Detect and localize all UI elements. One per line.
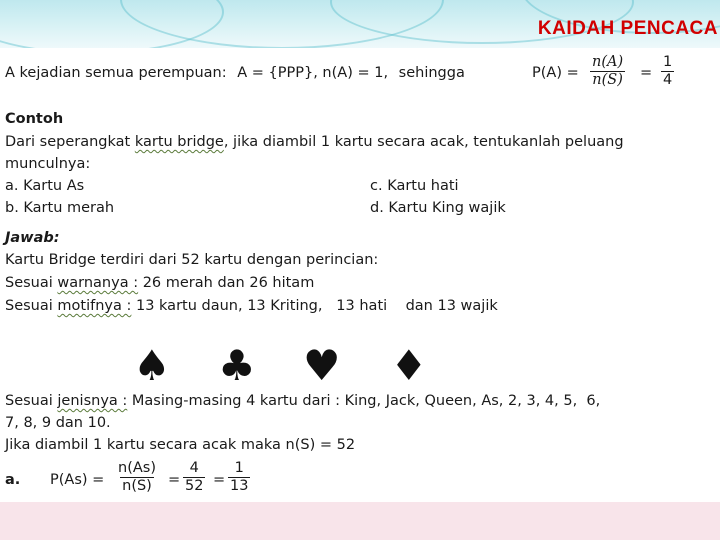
jawab-line-warna (5, 274, 314, 292)
header-banner (0, 0, 720, 48)
question-term: kartu bridge (134, 134, 224, 150)
line-term: warnanya : (57, 275, 139, 291)
fraction-denominator: 13 (230, 478, 249, 494)
fraction-denominator: 4 (663, 72, 673, 88)
question-text: Dari seperangkat (5, 134, 131, 150)
option-b: b. Kartu merah (5, 200, 115, 216)
fraction-4-52 (183, 460, 205, 495)
fraction-numerator: 4 (189, 460, 199, 476)
heart-icon: ♥ (303, 341, 341, 390)
fraction-one-quarter (661, 54, 674, 89)
bottom-decoration (0, 502, 720, 540)
line-value: Masing-masing 4 kartu dari : King, Jack, Queen, As, 2, 3, 4, 5, 6, (131, 393, 601, 409)
club-icon: ♣ (218, 341, 256, 390)
fraction-denominator: n(S) (122, 478, 152, 494)
fraction-numerator: 1 (663, 54, 673, 70)
answer-pas: P(As) = (50, 472, 105, 488)
jawab-heading: Jawab: (5, 230, 60, 246)
question-line-1 (5, 133, 624, 151)
fraction-numerator: 1 (234, 460, 244, 476)
count-expression: , n(A) = 1, (313, 65, 389, 81)
fraction-denominator: n(S) (592, 72, 623, 88)
option-c: c. Kartu hati (370, 178, 459, 194)
jawab-line-motif (5, 297, 498, 315)
fraction-nA-nS (590, 54, 625, 89)
equals-sign: = (168, 472, 181, 488)
pa-label: P(A) = (532, 65, 579, 81)
line-label: Sesuai (5, 393, 53, 409)
sehingga-text: sehingga (398, 65, 465, 81)
equals-sign: = (213, 472, 226, 488)
intro-line (5, 64, 465, 82)
line-label: Sesuai (5, 275, 53, 291)
question-text-continued: , jika diambil 1 kartu secara acak, tentukanlah peluang (223, 134, 624, 150)
spade-icon: ♠ (133, 341, 171, 390)
slide-title: KAIDAH PENCACA (537, 18, 718, 39)
answer-label: a. (5, 472, 21, 488)
option-d: d. Kartu King wajik (370, 200, 506, 216)
jawab-line-5: 7, 8, 9 dan 10. (5, 415, 111, 431)
equals-sign: = (640, 65, 653, 81)
fraction-numerator: n(A) (592, 54, 624, 70)
diamond-icon: ♦ (390, 341, 428, 390)
intro-text: A kejadian semua perempuan: (5, 65, 227, 81)
contoh-heading: Contoh (5, 111, 64, 127)
jawab-line-jenis (5, 392, 600, 410)
line-term: motifnya : (57, 298, 132, 314)
set-expression: A = {PPP} (237, 65, 314, 81)
fraction-numerator: n(As) (118, 460, 156, 476)
line-term: jenisnya : (57, 393, 128, 409)
line-value: 13 kartu daun, 13 Kriting, 13 hati dan 13 wajik (135, 298, 498, 314)
fraction-1-13 (228, 460, 250, 495)
line-label: Sesuai (5, 298, 53, 314)
fraction-nAs-nS (116, 460, 158, 495)
jawab-line-1: Kartu Bridge terdiri dari 52 kartu dengan perincian: (5, 252, 379, 268)
jawab-line-6: Jika diambil 1 kartu secara acak maka n(S) = 52 (5, 437, 356, 453)
option-a: a. Kartu As (5, 178, 85, 194)
fraction-denominator: 52 (185, 478, 204, 494)
line-value: 26 merah dan 26 hitam (142, 275, 315, 291)
question-line-2: munculnya: (5, 156, 91, 172)
